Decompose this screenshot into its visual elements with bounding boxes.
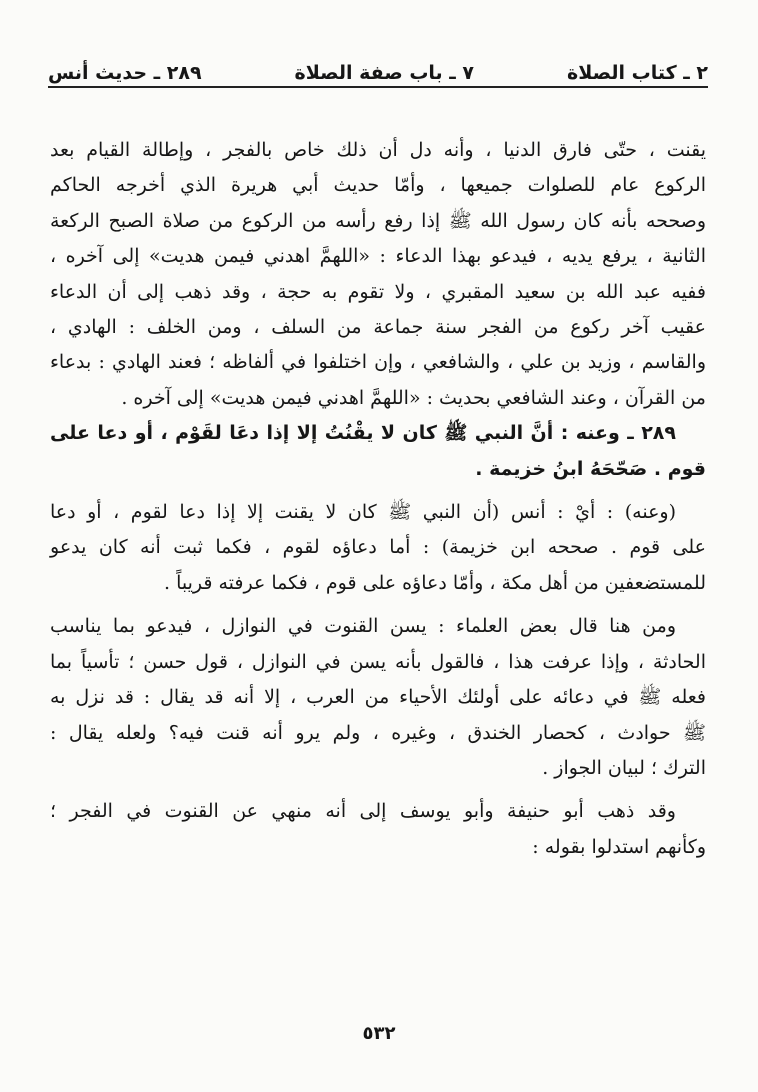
header-book-title: ٢ ـ كتاب الصلاة <box>567 62 708 84</box>
text-line: الثانية ، يرفع يديه ، فيدعو بهذا الدعاء : «اللهمَّ اهدني فيمن هديت» إلى آخره ، <box>50 245 706 268</box>
text-line: للمستضعفين من أهل مكة ، وأمّا دعاؤه على قوم ، فكما عرفته قريباً . <box>163 571 706 594</box>
text-line: وكأنهم استدلوا بقوله : <box>532 835 706 858</box>
hadith-line: قوم . صَحّحَهُ ابنُ خزيمة . <box>475 457 706 480</box>
text-line: من القرآن ، وعند الشافعي بحديث : «اللهمَّ اهدني فيمن هديت» إلى آخره . <box>121 386 706 409</box>
hadith-289-text <box>50 416 706 487</box>
hadith-line: ٢٨٩ ـ وعنه : أنَّ النبي ﷺ كان لا يقْنُتُ إلا إذا دعَا لقَوْم ، أو دعا على <box>50 422 676 445</box>
text-line: الركوع عام للصلوات جميعها ، وأمّا حديث أبي هريرة الذي أخرجه الحاكم <box>50 174 706 197</box>
running-header <box>48 56 708 90</box>
page-body <box>50 133 706 865</box>
text-line: ومن هنا قال بعض العلماء : يسن القنوت في النوازل ، فيدعو بما يناسب <box>50 615 676 638</box>
text-line: والقاسم ، وزيد بن علي ، والشافعي ، وإن اختلفوا في ألفاظه ؛ فعند الهادي : بدعاء <box>50 351 706 374</box>
text-line: وقد ذهب أبو حنيفة وأبو يوسف إلى أنه منهي عن القنوت في الفجر ؛ <box>50 800 676 823</box>
page-number: ٥٣٢ <box>362 1023 396 1044</box>
text-line: فعله ﷺ في دعائه على أولئك الأحياء من العرب ، إلا أنه قد يقال : قد نزل به <box>50 686 706 709</box>
text-line: ففيه عبد الله بن سعيد المقبري ، ولا تقوم به حجة ، وقد ذهب إلى أن الدعاء <box>50 280 706 303</box>
text-line: على قوم . صححه ابن خزيمة) : أما دعاؤه لقوم ، فكما ثبت أنه كان يدعو <box>50 536 706 559</box>
text-line: يقنت ، حتّى فارق الدنيا ، وأنه دل أن ذلك خاص بالفجر ، وإطالة القيام بعد <box>50 139 706 161</box>
header-chapter-title: ٧ ـ باب صفة الصلاة <box>294 62 475 84</box>
commentary-paragraph-1 <box>50 133 706 416</box>
header-hadith-title: ٢٨٩ ـ حديث أنس <box>48 62 202 84</box>
text-line: (وعنه) : أيْ : أنس (أن النبي ﷺ كان لا يقنت إلا إذا دعا لقوم ، أو دعا <box>50 501 676 524</box>
header-rule <box>48 86 708 88</box>
text-line: الحادثة ، وإذا عرفت هذا ، فالقول بأنه يسن في النوازل ، قول حسن ؛ تأسياً بما <box>50 650 706 673</box>
commentary-paragraph-2 <box>50 495 706 601</box>
text-line: ﷺ حوادث ، كحصار الخندق ، وغيره ، ولم يرو أنه قنت فيه؟ ولعله يقال : <box>50 721 706 744</box>
commentary-paragraph-4 <box>50 794 706 865</box>
commentary-paragraph-3 <box>50 609 706 786</box>
text-line: عقيب آخر ركوع من الفجر سنة جماعة من السلف ، ومن الخلف : الهادي ، <box>50 316 706 339</box>
text-line: الترك ؛ لبيان الجواز . <box>542 756 706 779</box>
text-line: وصححه بأنه كان رسول الله ﷺ إذا رفع رأسه من الركوع من صلاة الصبح الركعة <box>50 209 706 232</box>
